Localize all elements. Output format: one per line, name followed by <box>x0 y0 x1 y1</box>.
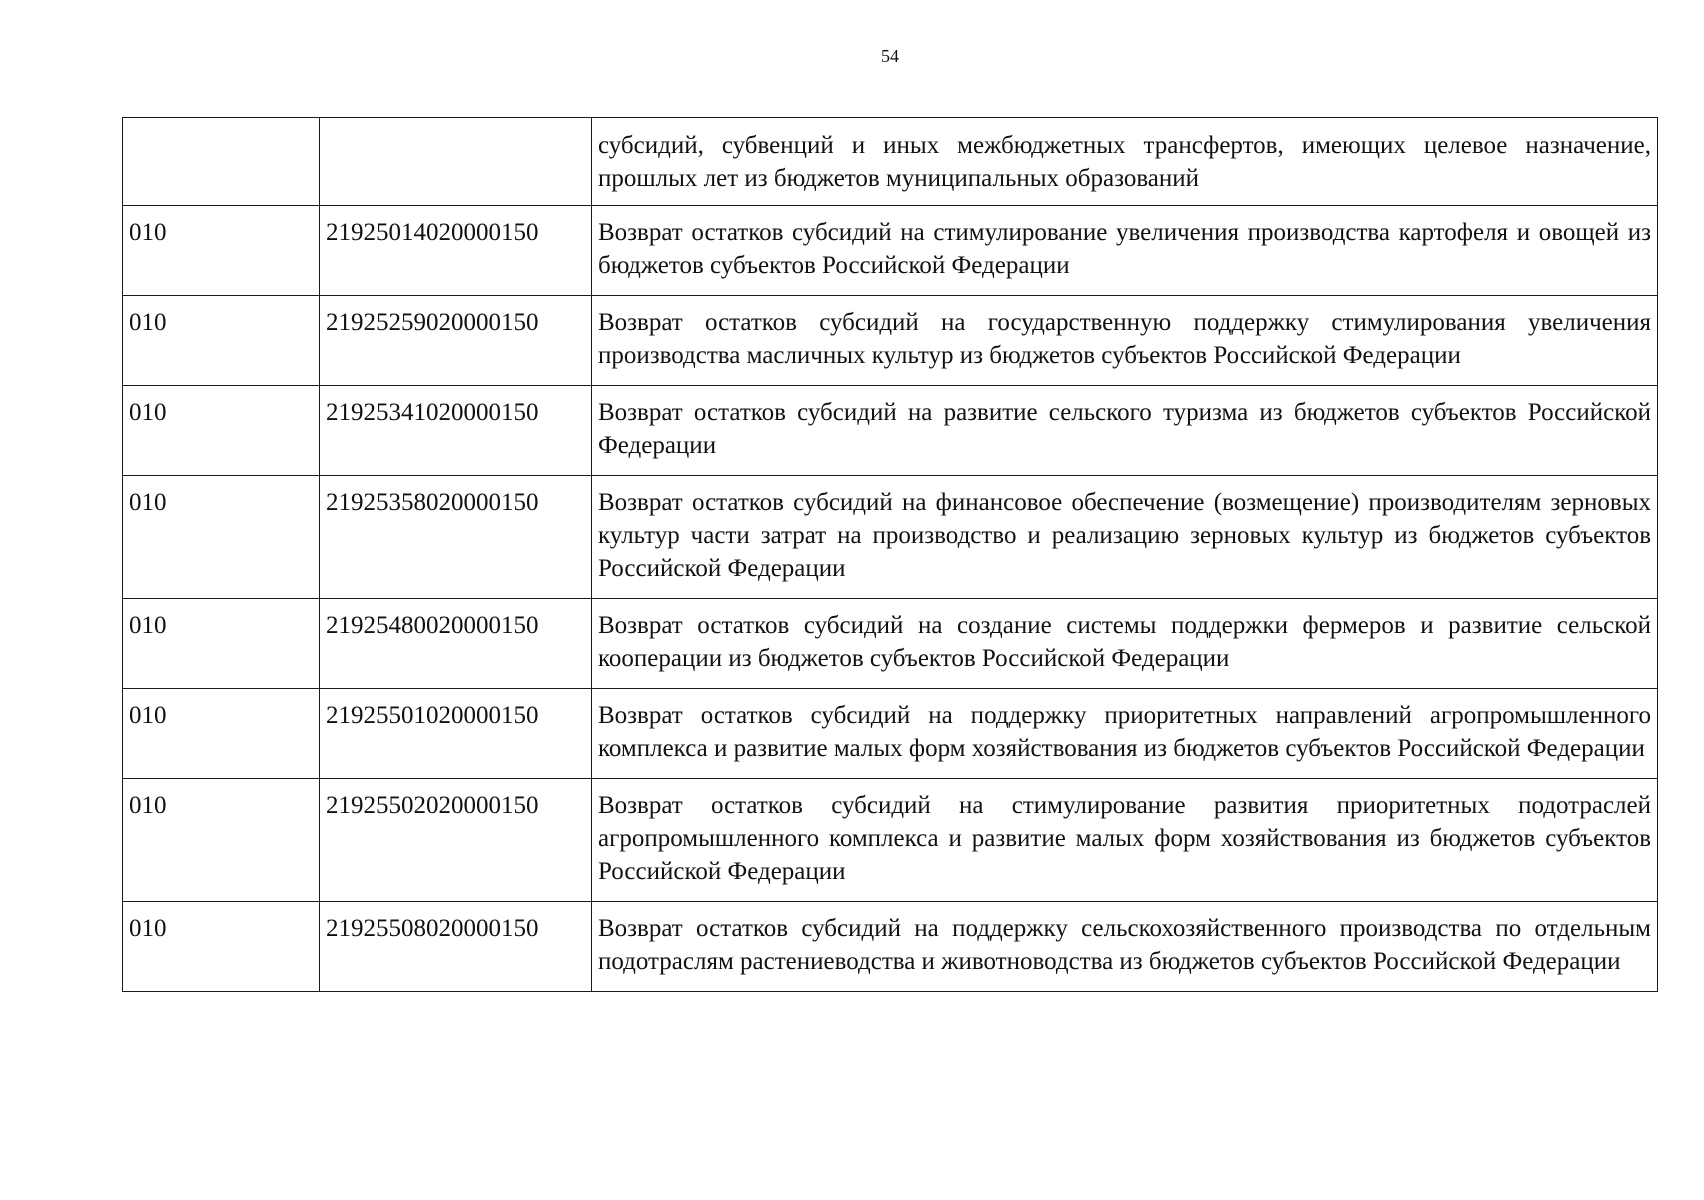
admin-code-cell: 010 <box>123 779 320 902</box>
kbk-code-cell: 21925508020000150 <box>320 902 592 992</box>
table-row <box>123 386 1658 476</box>
admin-code-cell: 010 <box>123 296 320 386</box>
kbk-code-cell: 21925480020000150 <box>320 599 592 689</box>
kbk-code-cell: 21925502020000150 <box>320 779 592 902</box>
table-row <box>123 206 1658 296</box>
description-cell: Возврат остатков субсидий на государственную поддержку стимулирования увеличения производства масличных культур из бюджетов субъектов Российской Федерации <box>592 296 1658 386</box>
kbk-code-cell: 21925014020000150 <box>320 206 592 296</box>
kbk-code-cell: 21925358020000150 <box>320 476 592 599</box>
admin-code-cell: 010 <box>123 689 320 779</box>
table-row <box>123 118 1658 206</box>
admin-code-cell: 010 <box>123 386 320 476</box>
description-cell: Возврат остатков субсидий на стимулирование увеличения производства картофеля и овощей из бюджетов субъектов Российской Федерации <box>592 206 1658 296</box>
table-row <box>123 476 1658 599</box>
description-cell: Возврат остатков субсидий на поддержку сельскохозяйственного производства по отдельным подотраслям растениеводства и животноводства из бюджетов субъектов Российской Федерации <box>592 902 1658 992</box>
kbk-code-cell: 21925341020000150 <box>320 386 592 476</box>
budget-classification-table <box>122 117 1658 992</box>
admin-code-cell: 010 <box>123 902 320 992</box>
admin-code-cell: 010 <box>123 476 320 599</box>
page-number: 54 <box>881 46 899 66</box>
description-cell: Возврат остатков субсидий на развитие сельского туризма из бюджетов субъектов Российской Федерации <box>592 386 1658 476</box>
kbk-code-cell: 21925501020000150 <box>320 689 592 779</box>
admin-code-cell: 010 <box>123 206 320 296</box>
description-cell: Возврат остатков субсидий на стимулирование развития приоритетных подотраслей агропромышленного комплекса и развитие малых форм хозяйствования из бюджетов субъектов Российской Федерации <box>592 779 1658 902</box>
kbk-code-cell <box>320 118 592 206</box>
table-row <box>123 689 1658 779</box>
admin-code-cell <box>123 118 320 206</box>
table-row <box>123 296 1658 386</box>
description-cell: субсидий, субвенций и иных межбюджетных трансфертов, имеющих целевое назначение, прошлых лет из бюджетов муниципальных образований <box>592 118 1658 206</box>
table-row <box>123 902 1658 992</box>
description-cell: Возврат остатков субсидий на поддержку приоритетных направлений агропромышленного комплекса и развитие малых форм хозяйствования из бюджетов субъектов Российской Федерации <box>592 689 1658 779</box>
table-row <box>123 599 1658 689</box>
description-cell: Возврат остатков субсидий на финансовое обеспечение (возмещение) производителям зерновых культур части затрат на производство и реализацию зерновых культур из бюджетов субъектов Российской Федерации <box>592 476 1658 599</box>
table-row <box>123 779 1658 902</box>
kbk-code-cell: 21925259020000150 <box>320 296 592 386</box>
description-cell: Возврат остатков субсидий на создание системы поддержки фермеров и развитие сельской кооперации из бюджетов субъектов Российской Федерации <box>592 599 1658 689</box>
admin-code-cell: 010 <box>123 599 320 689</box>
